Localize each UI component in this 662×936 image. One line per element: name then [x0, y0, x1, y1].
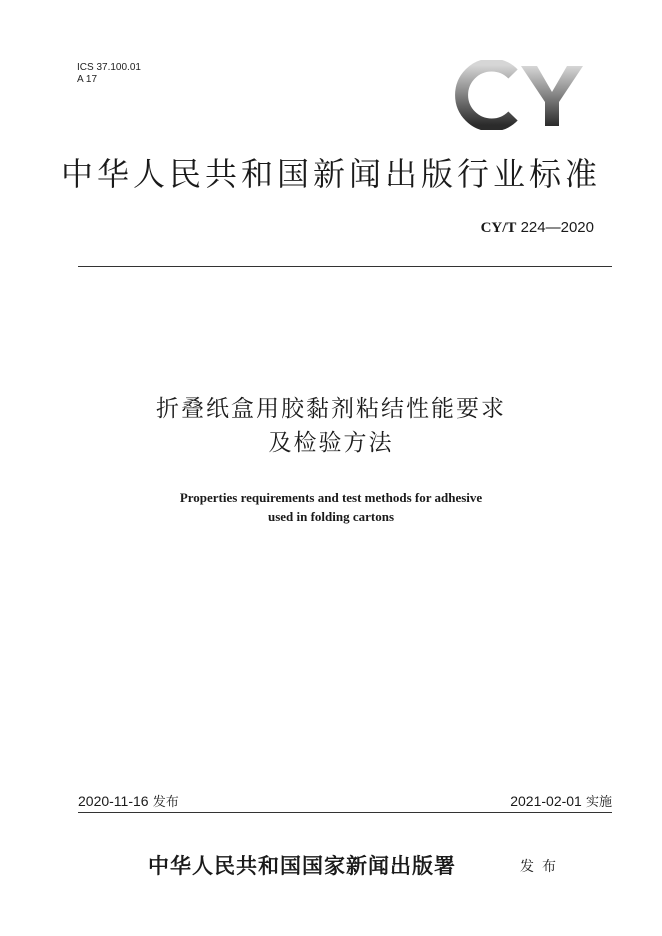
title-en-line-1: Properties requirements and test methods for adhesive: [179, 490, 483, 505]
issue-date-value: 2020-11-16: [78, 793, 149, 809]
implementation-date-value: 2021-02-01: [510, 793, 582, 809]
standard-category-title: 中华人民共和国新闻出版行业标准: [60, 155, 601, 193]
bottom-divider: [78, 812, 612, 813]
document-title-en: [0, 488, 662, 526]
ics-code: ICS 37.100.01: [77, 62, 141, 73]
publisher-name: 中华人民共和国国家新闻出版署: [148, 853, 456, 878]
standard-code-prefix: CY/T: [480, 220, 517, 236]
issue-date-label: 发布: [148, 795, 179, 810]
ccs-code: A 17: [77, 74, 98, 85]
publisher-release-label: 发布: [520, 859, 564, 875]
cy-logo: [455, 60, 585, 130]
standard-code-number: 224—2020: [516, 219, 594, 236]
title-cn-line-2: 及检验方法: [268, 430, 394, 456]
top-divider: [78, 266, 612, 267]
standard-code: [481, 218, 594, 237]
document-title-cn: [0, 392, 662, 460]
title-cn-line-1: 折叠纸盒用胶黏剂粘结性能要求: [156, 396, 506, 422]
classification-codes: [77, 62, 141, 86]
issue-date: [78, 792, 179, 812]
title-en-line-2: used in folding cartons: [267, 509, 395, 524]
cy-logo-graphic: [455, 60, 585, 130]
implementation-date: [510, 792, 612, 812]
implementation-date-label: 实施: [581, 795, 612, 810]
